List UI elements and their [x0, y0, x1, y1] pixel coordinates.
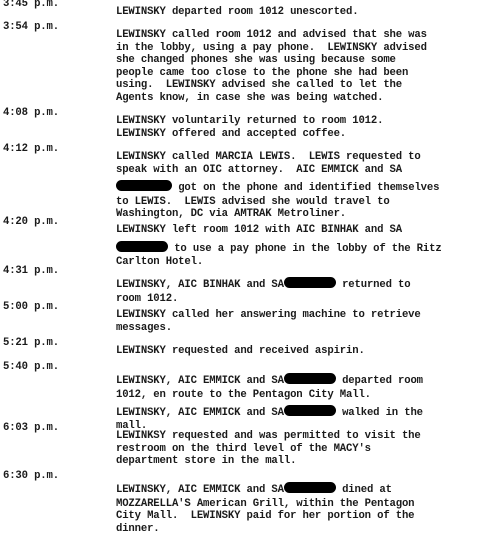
entry-line: LEWINSKY voluntarily returned to room 1012. [116, 115, 384, 128]
entry-line [116, 277, 491, 292]
entry-time: 4:12 p.m. [3, 143, 59, 155]
entry-line: in the lobby, using a pay phone. LEWINSKY advised [116, 41, 427, 54]
entry-line-text: LEWINSKY, AIC BINHAK and SA [116, 279, 284, 292]
entry-time: 5:40 p.m. [3, 361, 59, 373]
entry-time: 6:03 p.m. [3, 422, 59, 434]
entry-text [116, 305, 491, 338]
entry-line: dinner. [116, 522, 160, 535]
entry-time: 3:45 p.m. [3, 0, 59, 10]
entry-text [116, 474, 491, 539]
entry-line [116, 373, 491, 388]
entry-text [116, 341, 491, 362]
entry-line: LEWINSKY offered and accepted coffee. [116, 127, 347, 140]
entry-line: restroom on the third level of the MACY's [116, 442, 371, 455]
entry-line: mall. [116, 420, 148, 433]
entry-line: LEWINKSY requested and was permitted to visit the [116, 430, 421, 443]
entry-line-text: dined at [335, 484, 392, 497]
entry-line: LEWINSKY left room 1012 with AIC BINHAK and SA [116, 224, 402, 237]
redaction-mark [284, 482, 336, 493]
entry-line: City Mall. LEWINSKY paid for her portion of the [116, 510, 415, 523]
entry-line-text: walked in the [335, 407, 423, 420]
redaction-mark [284, 373, 336, 384]
entry-line: department store in the mall. [116, 455, 297, 468]
entry-line: LEWINSKY departed room 1012 unescorted. [116, 6, 359, 19]
entry-text [116, 269, 491, 309]
redaction-mark [284, 405, 336, 416]
entry-text [116, 25, 491, 108]
entry-line: room 1012. [116, 292, 179, 305]
entry-line-text: LEWINSKY, AIC EMMICK and SA [116, 375, 284, 388]
entry-line: messages. [116, 321, 172, 334]
entry-line [116, 241, 491, 255]
entry-line [116, 180, 491, 195]
entry-text [116, 220, 491, 273]
entry-line: using. LEWINSKY advised she called to let the [116, 79, 402, 92]
redaction-mark [284, 277, 336, 288]
entry-line: LEWINSKY called MARCIA LEWIS. LEWIS requested to [116, 151, 421, 164]
entry-line-text: returned to [335, 279, 411, 292]
entry-line-text: departed room [335, 375, 423, 388]
redaction-mark [116, 241, 168, 252]
entry-time: 4:08 p.m. [3, 107, 59, 119]
entry-line: LEWINSKY called her answering machine to retrieve [116, 309, 421, 322]
entry-line [116, 482, 491, 497]
entry-line: 1012, en route to the Pentagon City Mall. [116, 388, 371, 401]
entry-text [116, 420, 491, 472]
entry-time: 5:21 p.m. [3, 337, 59, 349]
entry-time: 5:00 p.m. [3, 301, 59, 313]
entry-line: MOZZARELLA'S American Grill, within the Pentagon [116, 497, 415, 510]
entry-line: to LEWIS. LEWIS advised she would travel to [116, 195, 390, 208]
entry-line: she changed phones she was using because some [116, 54, 396, 67]
entry-line: speak with an OIC attorney. AIC EMMICK and SA [116, 163, 402, 176]
entry-line: Carlton Hotel. [116, 256, 204, 269]
entry-text [116, 111, 491, 144]
entry-time: 3:54 p.m. [3, 21, 59, 33]
entry-line: people came too close to the phone she had been [116, 66, 409, 79]
entry-line: Washington, DC via AMTRAK Metroliner. [116, 208, 347, 221]
entry-time: 4:20 p.m. [3, 216, 59, 228]
entry-line: LEWINSKY requested and received aspirin. [116, 345, 365, 358]
entry-line-text: got on the phone and identified themselves [172, 182, 440, 195]
redaction-mark [116, 180, 172, 191]
entry-text [116, 2, 491, 23]
entry-line-text: LEWINSKY, AIC EMMICK and SA [116, 407, 284, 420]
entry-line-text: LEWINSKY, AIC EMMICK and SA [116, 484, 284, 497]
entry-line [116, 405, 491, 420]
entry-time: 6:30 p.m. [3, 470, 59, 482]
entry-line: LEWINSKY called room 1012 and advised that she was [116, 29, 427, 42]
entry-text [116, 147, 491, 225]
entry-line: Agents know, in case she was being watched. [116, 91, 384, 104]
entry-time: 4:31 p.m. [3, 265, 59, 277]
entry-line-text: to use a pay phone in the lobby of the Ritz [168, 242, 442, 255]
